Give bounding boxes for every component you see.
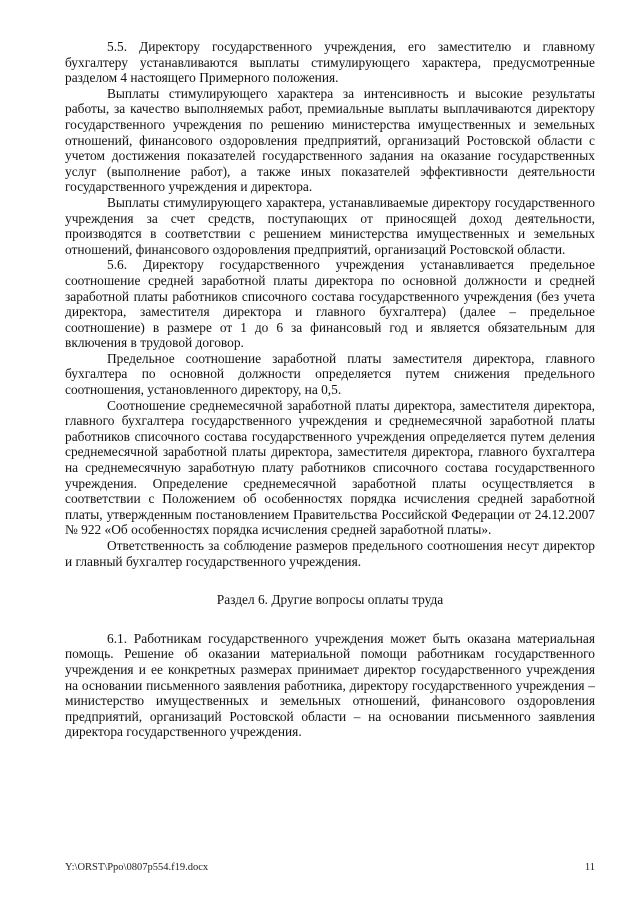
- section-heading: Раздел 6. Другие вопросы оплаты труда: [216, 592, 444, 608]
- footer-file-path: Y:\ORST\Ppo\0807p554.f19.docx: [65, 862, 209, 873]
- paragraph-ratio-definition: Соотношение среднемесячной заработной платы директора, заместителя директора, главного бухгалтера государственного учреждения и среднемесячной заработной платы работников списочного состава государственного учреждения определяется путем деления среднемесячной заработной платы директора, заместителя директора, главного бухгалтера на среднемесячную заработную плату работников списочного состава государственного учреждения. Определение среднемесячной заработной платы осуществляется в соответствии с Положением об особенностях порядка исчисления средней заработной платы, утвержденным постановлением Правительства Российской Федерации от 24.12.2007 № 922 «Об особенностях порядка исчисления средней заработной платы».: [65, 397, 595, 538]
- paragraph-6-1: 6.1. Работникам государственного учреждения может быть оказана материальная помощь. Решение об оказании материальной помощи работникам государственного учреждения и ее конкретных размерах принимает директор государственного учреждения на основании письменного заявления работника, директору государственного учреждения – министерство имущественных и земельных отношений, финансового оздоровления предприятий, организаций Ростовской области – на основании письменного заявления директора государственного учреждения.: [65, 630, 595, 740]
- paragraph-stimulating-payments: Выплаты стимулирующего характера за интенсивность и высокие результаты работы, за качество выполняемых работ, премиальные выплаты выплачиваются директору государственного учреждения по решению министерства имущественных и земельных отношений, финансового оздоровления предприятий, организаций Ростовской области с учетом достижения показателей государственного задания на оказание государственных услуг (выполнение работ), а также иных показателей эффективности деятельности государственного учреждения и директора.: [65, 85, 595, 195]
- page-footer: [65, 862, 595, 873]
- paragraph-5-6: 5.6. Директору государственного учреждения устанавливается предельное соотношение средней заработной платы директора по основной должности и средней заработной платы работников списочного состава государственного учреждения (без учета директора, заместителя директора и главного бухгалтера) (далее – предельное соотношение) в размере от 1 до 6 за финансовый год и является обязательным для включения в трудовой договор.: [65, 257, 595, 351]
- paragraph-deputy-ratio: Предельное соотношение заработной платы заместителя директора, главного бухгалтера по основной должности определяется путем снижения предельного соотношения, установленного директору, на 0,5.: [65, 350, 595, 398]
- paragraph-responsibility: Ответственность за соблюдение размеров предельного соотношения несут директор и главный бухгалтер государственного учреждения.: [65, 538, 595, 569]
- paragraph-income-payments: Выплаты стимулирующего характера, устанавливаемые директору государственного учреждения за счет средств, поступающих от приносящей доход деятельности, производятся в соответствии с решением министерства имущественных и земельных отношений, финансового оздоровления предприятий, организаций Ростовской области.: [65, 194, 595, 257]
- footer-page-number: 11: [584, 862, 595, 873]
- paragraph-5-5: 5.5. Директору государственного учреждения, его заместителю и главному бухгалтеру устанавливаются выплаты стимулирующего характера, предусмотренные разделом 4 настоящего Примерного положения.: [65, 39, 595, 86]
- document-body: [65, 39, 595, 740]
